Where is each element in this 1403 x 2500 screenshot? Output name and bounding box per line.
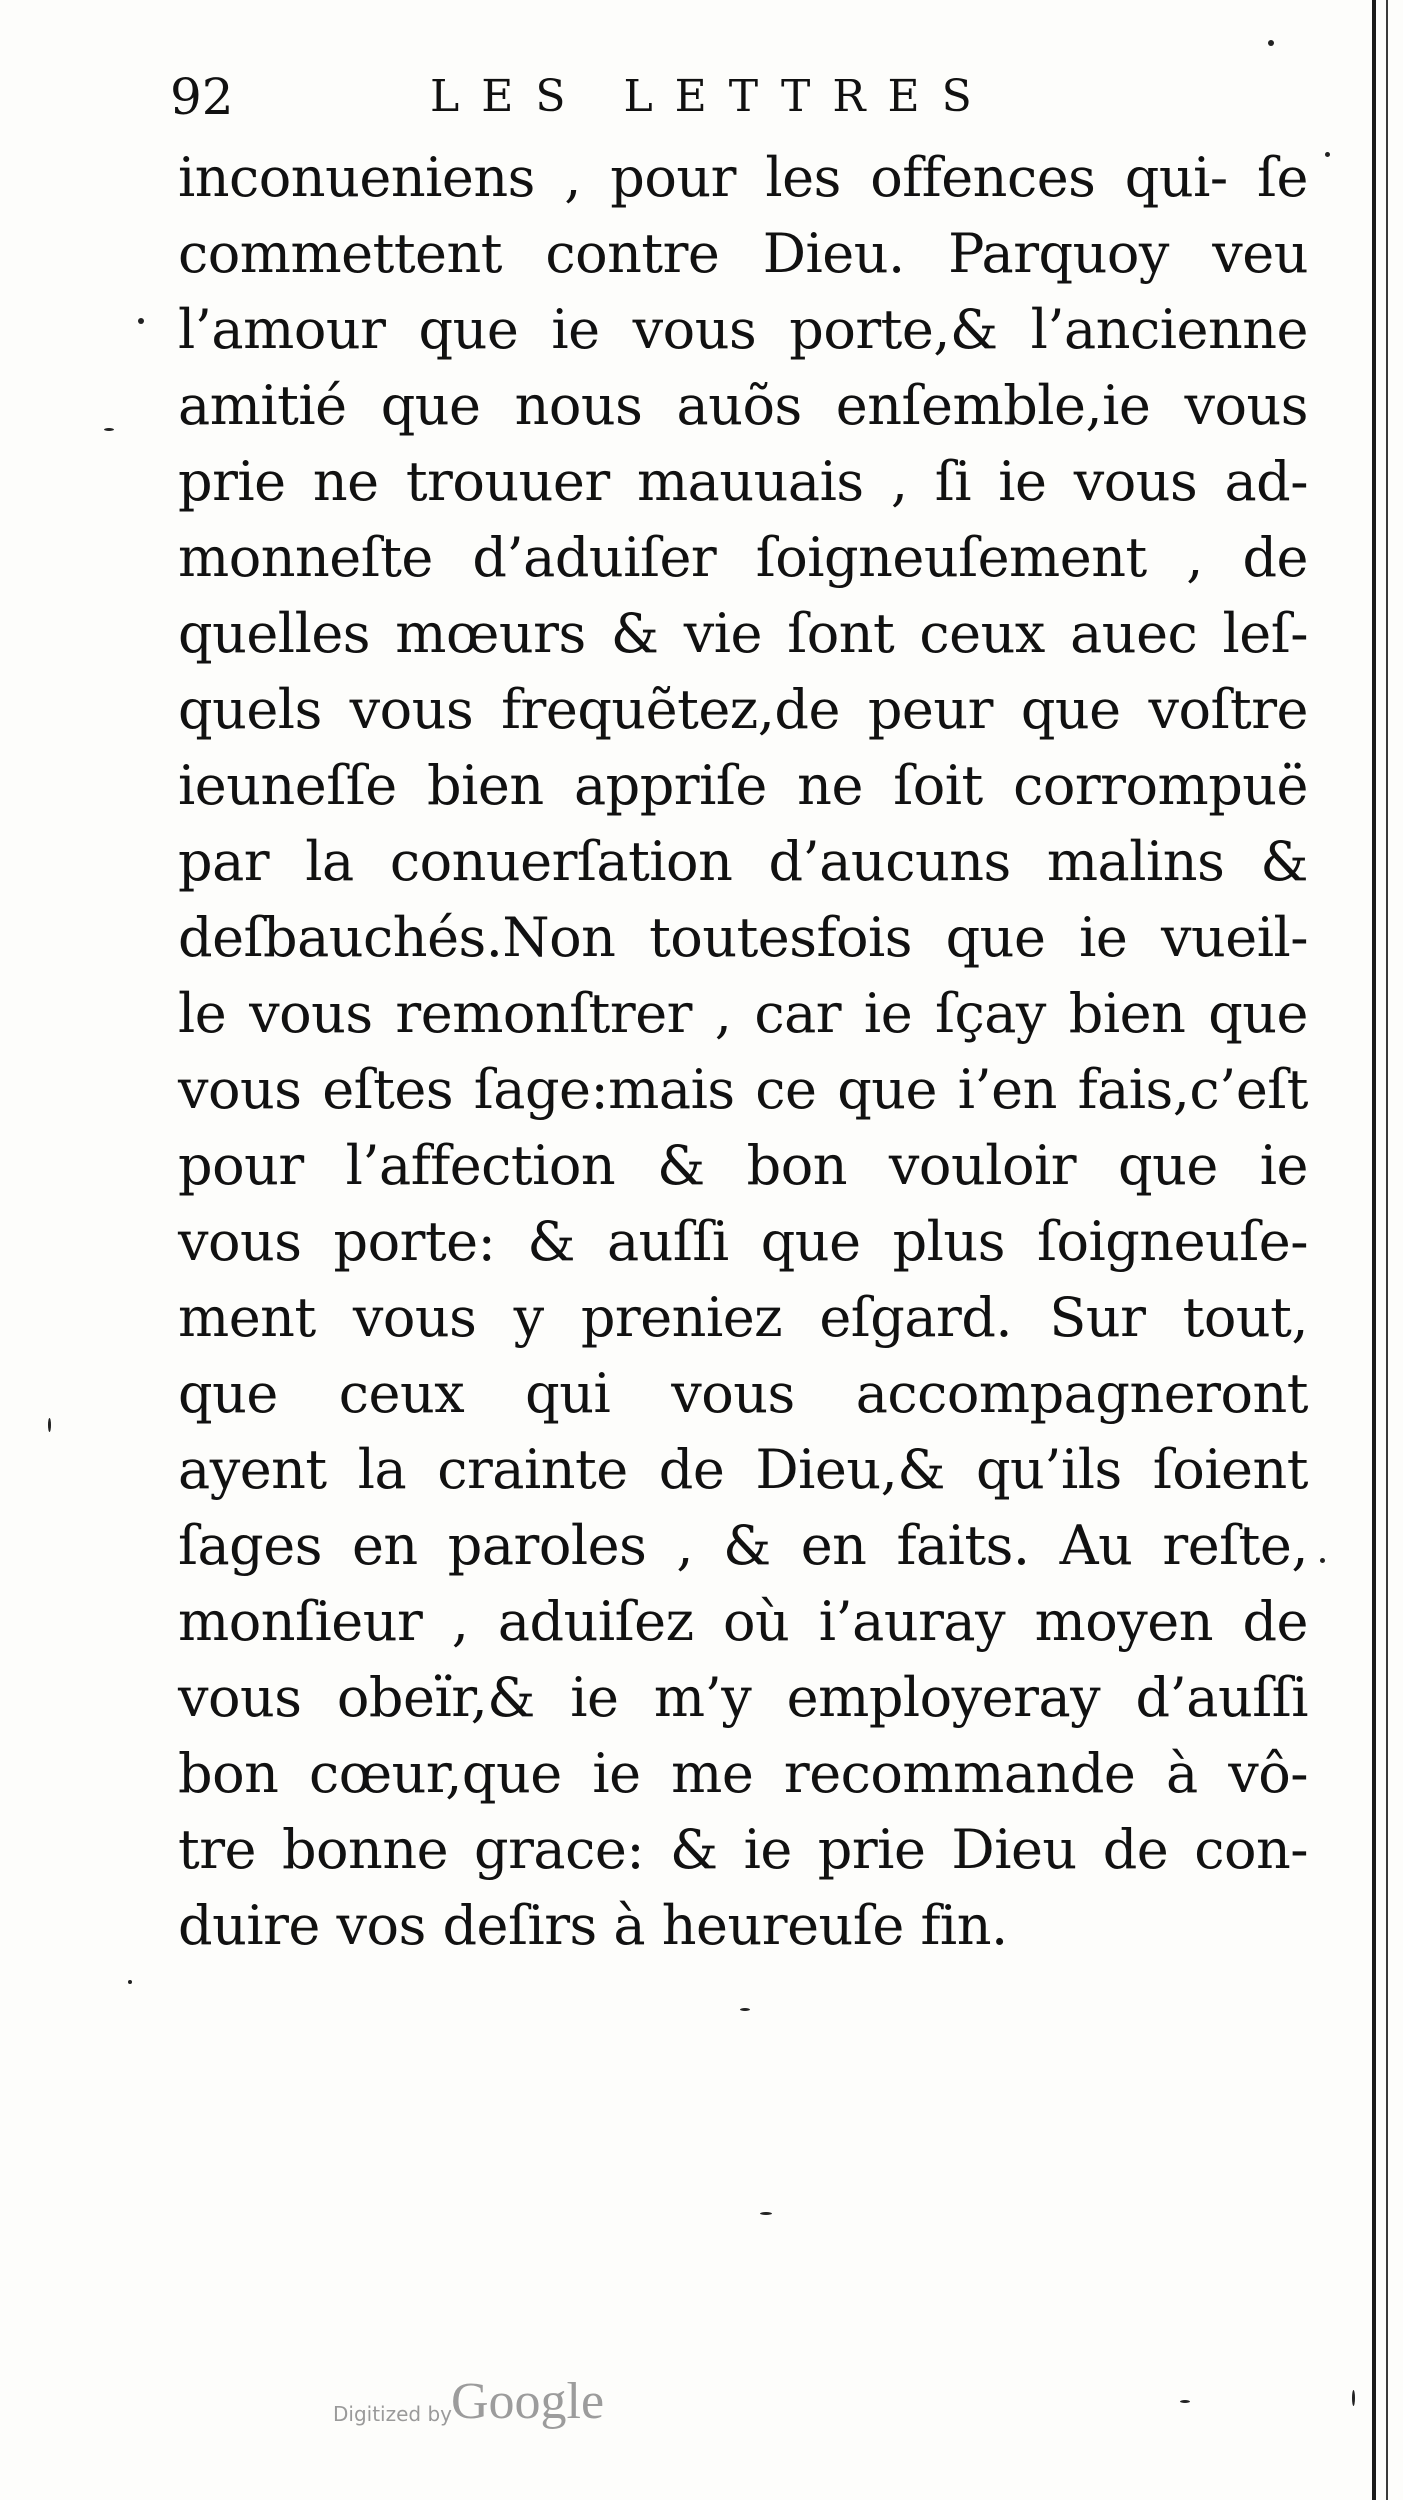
text-line: l’amour que ie vous porte,& l’ancienne — [178, 298, 1308, 361]
text-line: vous obeïr,& ie m’y employeray d’auſſi — [178, 1666, 1308, 1729]
text-line: tre bonne grace: & ie prie Dieu de con- — [178, 1818, 1308, 1881]
text-line: que ceux qui vous accompagneront — [178, 1362, 1308, 1425]
text-line: amitié que nous auõs enſemble,ie vous — [178, 374, 1308, 437]
scan-speck — [48, 1418, 51, 1432]
text-line: deſbauchés.Non toutesfois que ie vueil- — [178, 906, 1308, 969]
scan-speck — [760, 2212, 772, 2215]
text-line: ment vous y preniez eſgard. Sur tout, — [178, 1286, 1308, 1349]
running-head: LES LETTRES — [430, 71, 994, 122]
watermark-prefix: Digitized by — [333, 2402, 452, 2426]
scan-speck — [1320, 1558, 1325, 1563]
text-line: quels vous frequẽtez,de peur que voſtre — [178, 678, 1308, 741]
scan-speck — [1180, 2400, 1190, 2403]
scan-speck — [740, 2008, 750, 2011]
scan-speck — [128, 1980, 132, 1984]
text-line: duire vos deſirs à heureuſe fin. — [178, 1894, 1008, 1957]
text-line: ſages en paroles , & en faits. Au reſte, — [178, 1514, 1308, 1577]
scan-speck — [138, 318, 144, 324]
text-line: monſieur , aduiſez où i’auray moyen de — [178, 1590, 1308, 1653]
scan-speck — [104, 428, 114, 431]
text-line: ayent la crainte de Dieu,& qu’ils ſoient — [178, 1438, 1308, 1501]
text-line: par la conuerſation d’aucuns malins & — [178, 830, 1308, 893]
scan-speck — [1352, 2390, 1355, 2406]
text-line: vous eſtes ſage:mais ce que i’en fais,c’eſt — [178, 1058, 1308, 1121]
page-header — [170, 62, 1070, 132]
text-line: vous porte: & auſſi que plus ſoigneuſe- — [178, 1210, 1308, 1273]
page-edge-line — [1386, 0, 1388, 2500]
body-text — [178, 140, 1308, 1964]
text-line: inconueniens , pour les offences qui- ſe — [178, 146, 1308, 209]
text-line: prie ne trouuer mauuais , ſi ie vous ad- — [178, 450, 1308, 513]
text-line: ieuneſſe bien appriſe ne ſoit corrompuë — [178, 754, 1308, 817]
text-line: pour l’affection & bon vouloir que ie — [178, 1134, 1308, 1197]
page-number: 92 — [170, 68, 234, 126]
text-line: commettent contre Dieu. Parquoy veu — [178, 222, 1308, 285]
scan-speck — [1325, 152, 1330, 157]
page-edge-shadow — [1372, 0, 1376, 2500]
google-logo: Google — [451, 2373, 605, 2430]
scan-speck — [1268, 40, 1274, 46]
digitization-watermark — [333, 2372, 693, 2442]
text-line: le vous remonſtrer , car ie ſçay bien que — [178, 982, 1308, 1045]
text-line: quelles mœurs & vie ſont ceux auec leſ- — [178, 602, 1308, 665]
text-line: bon cœur,que ie me recommande à vô- — [178, 1742, 1308, 1805]
text-line: monneſte d’aduiſer ſoigneuſement , de — [178, 526, 1308, 589]
